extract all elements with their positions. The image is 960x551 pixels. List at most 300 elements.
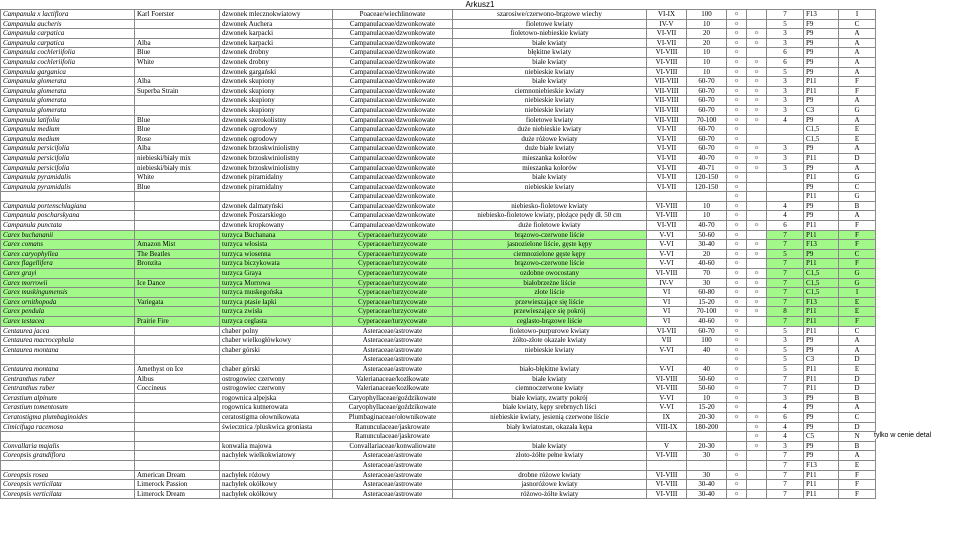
cultivar-cell[interactable] bbox=[135, 221, 220, 231]
family-cell[interactable]: Convallariaceae/konwaliowate bbox=[333, 441, 453, 451]
latin-name-cell[interactable]: Carex pendula bbox=[1, 307, 135, 317]
latin-name-cell[interactable]: Centaurea montana bbox=[1, 364, 135, 374]
pot-size-cell[interactable]: F13 bbox=[804, 240, 839, 250]
price-group-cell[interactable]: G bbox=[839, 278, 876, 288]
cultivar-cell[interactable]: Alba bbox=[135, 144, 220, 154]
latin-name-cell[interactable]: Campanula garganica bbox=[1, 67, 135, 77]
empty-cell[interactable] bbox=[876, 307, 960, 317]
price-group-cell[interactable]: A bbox=[839, 57, 876, 67]
empty-cell[interactable] bbox=[876, 269, 960, 279]
zone-cell[interactable]: 7 bbox=[767, 240, 804, 250]
sun-icon[interactable] bbox=[727, 422, 747, 432]
cultivar-cell[interactable]: Amazon Mist bbox=[135, 240, 220, 250]
sun-icon[interactable]: ☼ bbox=[727, 345, 747, 355]
cultivar-cell[interactable]: Amethyst on Ice bbox=[135, 364, 220, 374]
family-cell[interactable]: Valerianaceae/kozłkowate bbox=[333, 384, 453, 394]
latin-name-cell[interactable]: Campanula punctata bbox=[1, 221, 135, 231]
bloom-period-cell[interactable]: VI-VII bbox=[647, 144, 687, 154]
pot-size-cell[interactable]: P11 bbox=[804, 374, 839, 384]
height-cell[interactable]: 20-30 bbox=[687, 441, 727, 451]
cultivar-cell[interactable] bbox=[135, 29, 220, 39]
height-cell[interactable]: 20 bbox=[687, 38, 727, 48]
cultivar-cell[interactable]: Blue bbox=[135, 48, 220, 58]
latin-name-cell[interactable]: Coreopsis verticilata bbox=[1, 480, 135, 490]
pot-size-cell[interactable]: P11 bbox=[804, 489, 839, 499]
description-cell[interactable]: ciemnoniebieskie kwiaty bbox=[453, 86, 647, 96]
family-cell[interactable]: Asteraceae/astrowate bbox=[333, 364, 453, 374]
price-group-cell[interactable]: F bbox=[839, 221, 876, 231]
cultivar-cell[interactable] bbox=[135, 96, 220, 106]
polish-name-cell[interactable]: dzwonek drobny bbox=[220, 48, 333, 58]
partial-shade-icon[interactable]: ☼ bbox=[747, 412, 767, 422]
cultivar-cell[interactable] bbox=[135, 201, 220, 211]
height-cell[interactable]: 60-80 bbox=[687, 288, 727, 298]
family-cell[interactable]: Campanulaceae/dzwonkowate bbox=[333, 192, 453, 202]
price-group-cell[interactable]: F bbox=[839, 317, 876, 327]
cultivar-cell[interactable] bbox=[135, 460, 220, 470]
height-cell[interactable] bbox=[687, 192, 727, 202]
cultivar-cell[interactable] bbox=[135, 326, 220, 336]
zone-cell[interactable]: 6 bbox=[767, 412, 804, 422]
sun-icon[interactable]: ☼ bbox=[727, 355, 747, 365]
price-group-cell[interactable]: A bbox=[839, 211, 876, 221]
latin-name-cell[interactable]: Campanula glomerata bbox=[1, 86, 135, 96]
empty-cell[interactable] bbox=[876, 67, 960, 77]
height-cell[interactable]: 60-70 bbox=[687, 326, 727, 336]
zone-cell[interactable]: 5 bbox=[767, 326, 804, 336]
family-cell[interactable]: Campanulaceae/dzwonkowate bbox=[333, 38, 453, 48]
partial-shade-icon[interactable]: ☼ bbox=[747, 144, 767, 154]
bloom-period-cell[interactable]: V-VI bbox=[647, 259, 687, 269]
description-cell[interactable]: fioletowe kwiaty bbox=[453, 115, 647, 125]
latin-name-cell[interactable]: Campanula pyramidalis bbox=[1, 173, 135, 183]
partial-shade-icon[interactable]: ☼ bbox=[747, 297, 767, 307]
polish-name-cell[interactable]: dzwonek karpacki bbox=[220, 29, 333, 39]
latin-name-cell[interactable]: Campanula medium bbox=[1, 125, 135, 135]
height-cell[interactable]: 30 bbox=[687, 470, 727, 480]
zone-cell[interactable]: 3 bbox=[767, 441, 804, 451]
cultivar-cell[interactable] bbox=[135, 269, 220, 279]
price-group-cell[interactable]: A bbox=[839, 336, 876, 346]
latin-name-cell[interactable]: Campanula glomerata bbox=[1, 105, 135, 115]
polish-name-cell[interactable] bbox=[220, 460, 333, 470]
description-cell[interactable]: żółto-złote okazałe kwiaty bbox=[453, 336, 647, 346]
partial-shade-icon[interactable] bbox=[747, 480, 767, 490]
family-cell[interactable]: Cyperaceae/turzycowate bbox=[333, 307, 453, 317]
bloom-period-cell[interactable]: VII-VIII bbox=[647, 77, 687, 87]
polish-name-cell[interactable]: dzwonek skupiony bbox=[220, 86, 333, 96]
sun-icon[interactable]: ☼ bbox=[727, 317, 747, 327]
partial-shade-icon[interactable] bbox=[747, 489, 767, 499]
family-cell[interactable]: Campanulaceae/dzwonkowate bbox=[333, 144, 453, 154]
latin-name-cell[interactable]: Carex morrowii bbox=[1, 278, 135, 288]
description-cell[interactable]: białe kwiaty, zwarty pokrój bbox=[453, 393, 647, 403]
latin-name-cell[interactable]: Campanula persicifolia bbox=[1, 153, 135, 163]
polish-name-cell[interactable]: dzwonek skupiony bbox=[220, 96, 333, 106]
latin-name-cell[interactable]: Centaurea macrocephala bbox=[1, 336, 135, 346]
polish-name-cell[interactable]: dzwonek piramidalny bbox=[220, 173, 333, 183]
latin-name-cell[interactable]: Carex ornithopoda bbox=[1, 297, 135, 307]
bloom-period-cell[interactable]: VI-VIII bbox=[647, 374, 687, 384]
zone-cell[interactable]: 3 bbox=[767, 38, 804, 48]
partial-shade-icon[interactable] bbox=[747, 403, 767, 413]
description-cell[interactable]: białe kwiaty bbox=[453, 38, 647, 48]
bloom-period-cell[interactable]: VI-VII bbox=[647, 182, 687, 192]
pot-size-cell[interactable]: P9 bbox=[804, 182, 839, 192]
empty-cell[interactable] bbox=[876, 57, 960, 67]
zone-cell[interactable]: 5 bbox=[767, 19, 804, 29]
bloom-period-cell[interactable]: IV-V bbox=[647, 278, 687, 288]
description-cell[interactable]: białe kwiaty, kępy srebrnych liści bbox=[453, 403, 647, 413]
family-cell[interactable]: Cyperaceae/turzycowate bbox=[333, 259, 453, 269]
partial-shade-icon[interactable] bbox=[747, 10, 767, 20]
partial-shade-icon[interactable] bbox=[747, 48, 767, 58]
price-group-cell[interactable]: N bbox=[839, 432, 876, 442]
pot-size-cell[interactable]: P9 bbox=[804, 144, 839, 154]
height-cell[interactable]: 180-200 bbox=[687, 422, 727, 432]
price-group-cell[interactable]: A bbox=[839, 451, 876, 461]
polish-name-cell[interactable]: dzwonek kropkowany bbox=[220, 221, 333, 231]
empty-cell[interactable] bbox=[876, 201, 960, 211]
price-group-cell[interactable]: G bbox=[839, 192, 876, 202]
description-cell[interactable]: jasnoróżowe kwiaty bbox=[453, 480, 647, 490]
pot-size-cell[interactable]: P11 bbox=[804, 86, 839, 96]
partial-shade-icon[interactable]: ☼ bbox=[747, 77, 767, 87]
empty-cell[interactable] bbox=[876, 441, 960, 451]
bloom-period-cell[interactable] bbox=[647, 432, 687, 442]
description-cell[interactable]: duże niebieskie kwiaty bbox=[453, 125, 647, 135]
zone-cell[interactable]: 3 bbox=[767, 105, 804, 115]
partial-shade-icon[interactable]: ☼ bbox=[747, 422, 767, 432]
cultivar-cell[interactable]: niebieski/biały mix bbox=[135, 153, 220, 163]
cultivar-cell[interactable] bbox=[135, 422, 220, 432]
cultivar-cell[interactable] bbox=[135, 105, 220, 115]
partial-shade-icon[interactable] bbox=[747, 192, 767, 202]
height-cell[interactable]: 60-70 bbox=[687, 125, 727, 135]
bloom-period-cell[interactable]: V-VI bbox=[647, 249, 687, 259]
cultivar-cell[interactable] bbox=[135, 393, 220, 403]
sun-icon[interactable]: ☼ bbox=[727, 182, 747, 192]
pot-size-cell[interactable]: P11 bbox=[804, 221, 839, 231]
latin-name-cell[interactable]: Campanula medium bbox=[1, 134, 135, 144]
sun-icon[interactable]: ☼ bbox=[727, 221, 747, 231]
polish-name-cell[interactable]: dzwonek piramidalny bbox=[220, 182, 333, 192]
family-cell[interactable]: Campanulaceae/dzwonkowate bbox=[333, 115, 453, 125]
zone-cell[interactable]: 5 bbox=[767, 364, 804, 374]
sun-icon[interactable]: ☼ bbox=[727, 470, 747, 480]
family-cell[interactable]: Caryophyllaceae/goździkowate bbox=[333, 393, 453, 403]
empty-cell[interactable] bbox=[876, 480, 960, 490]
price-group-cell[interactable]: F bbox=[839, 259, 876, 269]
latin-name-cell[interactable]: Campanula carpatica bbox=[1, 38, 135, 48]
polish-name-cell[interactable]: dzwonek brzoskwiniolistny bbox=[220, 144, 333, 154]
partial-shade-icon[interactable]: ☼ bbox=[747, 441, 767, 451]
zone-cell[interactable]: 7 bbox=[767, 451, 804, 461]
price-group-cell[interactable]: A bbox=[839, 96, 876, 106]
price-group-cell[interactable]: D bbox=[839, 355, 876, 365]
family-cell[interactable]: Ranunculaceae/jaskrowate bbox=[333, 432, 453, 442]
sun-icon[interactable] bbox=[727, 432, 747, 442]
bloom-period-cell[interactable] bbox=[647, 460, 687, 470]
zone-cell[interactable]: 3 bbox=[767, 29, 804, 39]
empty-cell[interactable] bbox=[876, 221, 960, 231]
polish-name-cell[interactable]: ceratostigma ołownikowata bbox=[220, 412, 333, 422]
empty-cell[interactable] bbox=[876, 19, 960, 29]
partial-shade-icon[interactable] bbox=[747, 201, 767, 211]
sun-icon[interactable]: ☼ bbox=[727, 19, 747, 29]
polish-name-cell[interactable]: chaber górski bbox=[220, 345, 333, 355]
polish-name-cell[interactable]: nachyłek okółkowy bbox=[220, 489, 333, 499]
height-cell[interactable]: 40 bbox=[687, 364, 727, 374]
price-group-cell[interactable]: F bbox=[839, 470, 876, 480]
polish-name-cell[interactable]: dzwonek brzoskwiniolistny bbox=[220, 163, 333, 173]
price-group-cell[interactable]: E bbox=[839, 307, 876, 317]
price-group-cell[interactable]: E bbox=[839, 134, 876, 144]
pot-size-cell[interactable]: P9 bbox=[804, 67, 839, 77]
height-cell[interactable]: 10 bbox=[687, 393, 727, 403]
polish-name-cell[interactable]: turzyca zwisła bbox=[220, 307, 333, 317]
polish-name-cell[interactable]: dzwonek karpacki bbox=[220, 38, 333, 48]
sun-icon[interactable]: ☼ bbox=[727, 163, 747, 173]
sun-icon[interactable]: ☼ bbox=[727, 240, 747, 250]
family-cell[interactable]: Campanulaceae/dzwonkowate bbox=[333, 134, 453, 144]
pot-size-cell[interactable]: P9 bbox=[804, 115, 839, 125]
empty-cell[interactable] bbox=[876, 86, 960, 96]
height-cell[interactable]: 50-60 bbox=[687, 230, 727, 240]
partial-shade-icon[interactable]: ☼ bbox=[747, 67, 767, 77]
cultivar-cell[interactable]: Bronzita bbox=[135, 259, 220, 269]
zone-cell[interactable]: 4 bbox=[767, 201, 804, 211]
polish-name-cell[interactable]: dzwonek skupiony bbox=[220, 77, 333, 87]
price-group-cell[interactable]: C bbox=[839, 19, 876, 29]
family-cell[interactable]: Campanulaceae/dzwonkowate bbox=[333, 173, 453, 183]
sun-icon[interactable]: ☼ bbox=[727, 173, 747, 183]
height-cell[interactable]: 10 bbox=[687, 201, 727, 211]
height-cell[interactable]: 60-70 bbox=[687, 77, 727, 87]
height-cell[interactable] bbox=[687, 355, 727, 365]
empty-cell[interactable] bbox=[876, 77, 960, 87]
description-cell[interactable]: brązowo-czerwone liście bbox=[453, 230, 647, 240]
description-cell[interactable]: duże fioletowe kwiaty bbox=[453, 221, 647, 231]
height-cell[interactable]: 10 bbox=[687, 57, 727, 67]
description-cell[interactable]: błękitne kwiaty bbox=[453, 48, 647, 58]
latin-name-cell[interactable]: Campanula aucheris bbox=[1, 19, 135, 29]
sun-icon[interactable]: ☼ bbox=[727, 393, 747, 403]
polish-name-cell[interactable]: turzyca muskegońska bbox=[220, 288, 333, 298]
zone-cell[interactable]: 7 bbox=[767, 470, 804, 480]
bloom-period-cell[interactable]: VI bbox=[647, 307, 687, 317]
sun-icon[interactable]: ☼ bbox=[727, 38, 747, 48]
cultivar-cell[interactable] bbox=[135, 451, 220, 461]
polish-name-cell[interactable]: ostrogowiec czerwony bbox=[220, 374, 333, 384]
zone-cell[interactable] bbox=[767, 125, 804, 135]
bloom-period-cell[interactable]: VII-VIII bbox=[647, 105, 687, 115]
polish-name-cell[interactable]: nachyłek okółkowy bbox=[220, 480, 333, 490]
family-cell[interactable]: Campanulaceae/dzwonkowate bbox=[333, 211, 453, 221]
pot-size-cell[interactable]: P11 bbox=[804, 364, 839, 374]
sun-icon[interactable]: ☼ bbox=[727, 451, 747, 461]
empty-cell[interactable] bbox=[876, 173, 960, 183]
latin-name-cell[interactable]: Carex muskingumensis bbox=[1, 288, 135, 298]
latin-name-cell[interactable]: Carex grayi bbox=[1, 269, 135, 279]
description-cell[interactable]: białe kwiaty bbox=[453, 441, 647, 451]
height-cell[interactable]: 20-30 bbox=[687, 412, 727, 422]
description-cell[interactable]: różowo-żółte kwiaty bbox=[453, 489, 647, 499]
bloom-period-cell[interactable]: V-VI bbox=[647, 345, 687, 355]
latin-name-cell[interactable]: Carex buchananii bbox=[1, 230, 135, 240]
sun-icon[interactable]: ☼ bbox=[727, 48, 747, 58]
empty-cell[interactable] bbox=[876, 125, 960, 135]
pot-size-cell[interactable]: C1,5 bbox=[804, 125, 839, 135]
cultivar-cell[interactable] bbox=[135, 192, 220, 202]
bloom-period-cell[interactable]: V-VI bbox=[647, 393, 687, 403]
cultivar-cell[interactable]: Superba Strain bbox=[135, 86, 220, 96]
polish-name-cell[interactable] bbox=[220, 192, 333, 202]
empty-cell[interactable] bbox=[876, 364, 960, 374]
price-group-cell[interactable]: D bbox=[839, 374, 876, 384]
cultivar-cell[interactable] bbox=[135, 432, 220, 442]
family-cell[interactable]: Asteraceae/astrowate bbox=[333, 489, 453, 499]
empty-cell[interactable] bbox=[876, 470, 960, 480]
partial-shade-icon[interactable]: ☼ bbox=[747, 96, 767, 106]
family-cell[interactable]: Cyperaceae/turzycowate bbox=[333, 240, 453, 250]
sun-icon[interactable]: ☼ bbox=[727, 403, 747, 413]
height-cell[interactable]: 40 bbox=[687, 345, 727, 355]
empty-cell[interactable] bbox=[876, 96, 960, 106]
partial-shade-icon[interactable] bbox=[747, 364, 767, 374]
empty-cell[interactable] bbox=[876, 259, 960, 269]
latin-name-cell[interactable]: Ceratostigma plumbaginoides bbox=[1, 412, 135, 422]
description-cell[interactable]: złote liście bbox=[453, 288, 647, 298]
bloom-period-cell[interactable]: VI-VIII bbox=[647, 57, 687, 67]
zone-cell[interactable]: 3 bbox=[767, 144, 804, 154]
price-group-cell[interactable]: A bbox=[839, 163, 876, 173]
cultivar-cell[interactable] bbox=[135, 403, 220, 413]
bloom-period-cell[interactable]: VI bbox=[647, 297, 687, 307]
sun-icon[interactable]: ☼ bbox=[727, 105, 747, 115]
empty-cell[interactable] bbox=[876, 192, 960, 202]
description-cell[interactable]: drobne różowe kwiaty bbox=[453, 470, 647, 480]
partial-shade-icon[interactable]: ☼ bbox=[747, 105, 767, 115]
sun-icon[interactable]: ☼ bbox=[727, 307, 747, 317]
pot-size-cell[interactable]: P11 bbox=[804, 153, 839, 163]
zone-cell[interactable]: 7 bbox=[767, 10, 804, 20]
description-cell[interactable]: mieszanka kolorów bbox=[453, 163, 647, 173]
description-cell[interactable]: niebieskie kwiaty bbox=[453, 182, 647, 192]
empty-cell[interactable] bbox=[876, 384, 960, 394]
empty-cell[interactable] bbox=[876, 460, 960, 470]
family-cell[interactable]: Caryophyllaceae/goździkowate bbox=[333, 403, 453, 413]
pot-size-cell[interactable]: C1,5 bbox=[804, 288, 839, 298]
price-group-cell[interactable]: G bbox=[839, 105, 876, 115]
bloom-period-cell[interactable]: V-VI bbox=[647, 364, 687, 374]
height-cell[interactable]: 10 bbox=[687, 19, 727, 29]
bloom-period-cell[interactable]: VI-VII bbox=[647, 173, 687, 183]
height-cell[interactable]: 60-70 bbox=[687, 96, 727, 106]
cultivar-cell[interactable]: Variegata bbox=[135, 297, 220, 307]
family-cell[interactable]: Asteraceae/astrowate bbox=[333, 470, 453, 480]
polish-name-cell[interactable]: turzyca biczykowata bbox=[220, 259, 333, 269]
polish-name-cell[interactable]: turzyca ceglasta bbox=[220, 317, 333, 327]
partial-shade-icon[interactable]: ☼ bbox=[747, 57, 767, 67]
height-cell[interactable] bbox=[687, 460, 727, 470]
zone-cell[interactable] bbox=[767, 182, 804, 192]
partial-shade-icon[interactable] bbox=[747, 19, 767, 29]
cultivar-cell[interactable]: Coccineus bbox=[135, 384, 220, 394]
partial-shade-icon[interactable]: ☼ bbox=[747, 163, 767, 173]
description-cell[interactable]: niebieskie kwiaty, jesienią czerwone liście bbox=[453, 412, 647, 422]
empty-cell[interactable] bbox=[876, 29, 960, 39]
height-cell[interactable]: 100 bbox=[687, 336, 727, 346]
pot-size-cell[interactable]: F13 bbox=[804, 10, 839, 20]
partial-shade-icon[interactable] bbox=[747, 336, 767, 346]
cultivar-cell[interactable]: Prairie Fire bbox=[135, 317, 220, 327]
empty-cell[interactable] bbox=[876, 288, 960, 298]
pot-size-cell[interactable]: P11 bbox=[804, 480, 839, 490]
bloom-period-cell[interactable]: VI-VII bbox=[647, 134, 687, 144]
bloom-period-cell[interactable]: V-VI bbox=[647, 240, 687, 250]
polish-name-cell[interactable]: konwalia majowa bbox=[220, 441, 333, 451]
bloom-period-cell[interactable]: VI-VII bbox=[647, 38, 687, 48]
sun-icon[interactable]: ☼ bbox=[727, 230, 747, 240]
polish-name-cell[interactable]: dzwonek brzoskwiniolistny bbox=[220, 153, 333, 163]
polish-name-cell[interactable]: dzwonek mlecznokwiatowy bbox=[220, 10, 333, 20]
bloom-period-cell[interactable]: VI-IX bbox=[647, 10, 687, 20]
pot-size-cell[interactable]: P9 bbox=[804, 393, 839, 403]
description-cell[interactable]: duże białe kwiaty bbox=[453, 144, 647, 154]
family-cell[interactable]: Campanulaceae/dzwonkowate bbox=[333, 86, 453, 96]
family-cell[interactable]: Cyperaceae/turzycowate bbox=[333, 317, 453, 327]
sun-icon[interactable]: ☼ bbox=[727, 278, 747, 288]
latin-name-cell[interactable]: Campanula glomerata bbox=[1, 77, 135, 87]
empty-cell[interactable] bbox=[876, 317, 960, 327]
sun-icon[interactable]: ☼ bbox=[727, 77, 747, 87]
cultivar-cell[interactable]: niebieski/biały mix bbox=[135, 163, 220, 173]
partial-shade-icon[interactable] bbox=[747, 211, 767, 221]
latin-name-cell[interactable] bbox=[1, 432, 135, 442]
description-cell[interactable]: niebiesko-fioletowe kwiaty, płożące pędy dł. 50 cm bbox=[453, 211, 647, 221]
zone-cell[interactable]: 4 bbox=[767, 422, 804, 432]
family-cell[interactable]: Campanulaceae/dzwonkowate bbox=[333, 153, 453, 163]
empty-cell[interactable] bbox=[876, 489, 960, 499]
description-cell[interactable]: ozdobne owocostany bbox=[453, 269, 647, 279]
cultivar-cell[interactable] bbox=[135, 345, 220, 355]
price-group-cell[interactable]: B bbox=[839, 201, 876, 211]
height-cell[interactable] bbox=[687, 432, 727, 442]
partial-shade-icon[interactable]: ☼ bbox=[747, 307, 767, 317]
description-cell[interactable]: szarosiwe/czerwono-brązowe wiechy bbox=[453, 10, 647, 20]
price-group-cell[interactable]: I bbox=[839, 10, 876, 20]
description-cell[interactable]: białe kwiaty bbox=[453, 374, 647, 384]
empty-cell[interactable] bbox=[876, 345, 960, 355]
zone-cell[interactable]: 5 bbox=[767, 355, 804, 365]
empty-cell[interactable] bbox=[876, 249, 960, 259]
cultivar-cell[interactable]: White bbox=[135, 173, 220, 183]
zone-cell[interactable]: 6 bbox=[767, 48, 804, 58]
description-cell[interactable]: niebieskie kwiaty bbox=[453, 96, 647, 106]
family-cell[interactable]: Cyperaceae/turzycowate bbox=[333, 249, 453, 259]
price-group-cell[interactable]: C bbox=[839, 182, 876, 192]
price-group-cell[interactable]: E bbox=[839, 364, 876, 374]
sun-icon[interactable] bbox=[727, 441, 747, 451]
bloom-period-cell[interactable]: VI-VIII bbox=[647, 384, 687, 394]
cultivar-cell[interactable] bbox=[135, 355, 220, 365]
description-cell[interactable] bbox=[453, 460, 647, 470]
family-cell[interactable]: Asteraceae/astrowate bbox=[333, 480, 453, 490]
description-cell[interactable]: fioletowo-niebieskie kwiaty bbox=[453, 29, 647, 39]
description-cell[interactable]: białobrzeżne liście bbox=[453, 278, 647, 288]
height-cell[interactable]: 40-70 bbox=[687, 221, 727, 231]
